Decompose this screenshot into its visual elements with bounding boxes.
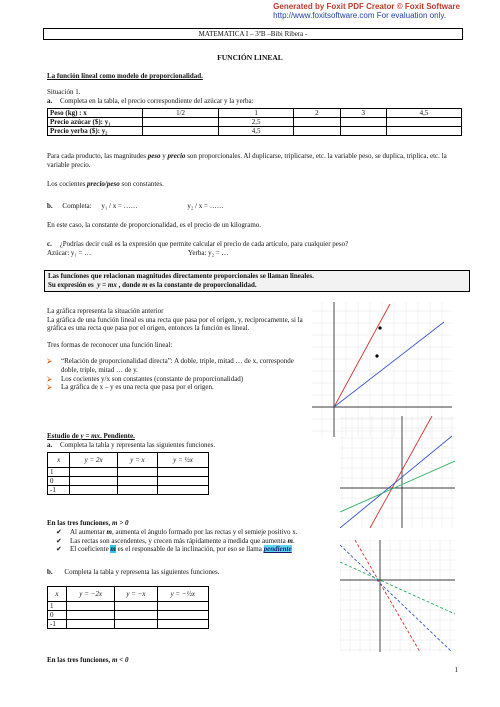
table-cell: 2 <box>294 109 340 118</box>
item-a-text: Completa en la tabla, el precio correspondiente del azúcar y la yerba: <box>60 97 254 105</box>
table-cell: 1 <box>48 602 67 611</box>
table-cell <box>157 620 208 629</box>
item-b-line <box>47 202 224 211</box>
table-row <box>48 127 462 136</box>
point <box>375 354 378 357</box>
table-cell: 4,5 <box>219 127 294 136</box>
table-cell <box>117 477 157 486</box>
table-row <box>48 620 209 629</box>
table-header-cell: y = ½x <box>157 453 208 468</box>
positive-slope-table <box>47 452 209 495</box>
table-cell <box>115 611 157 620</box>
point <box>378 326 381 329</box>
table-row <box>48 118 462 127</box>
table-cell <box>340 127 386 136</box>
table-cell <box>143 118 219 127</box>
table-row <box>48 486 209 495</box>
check-item: ✔ El coeficiente m es el responsable de la inclinación, por eso se llama pendiente <box>56 545 292 554</box>
table-cell: -1 <box>48 620 67 629</box>
line-half-x <box>340 461 455 512</box>
table-row <box>48 602 209 611</box>
table-row <box>48 468 209 477</box>
table-cell <box>117 468 157 477</box>
negative-slope-table <box>47 586 209 629</box>
paragraph-quotient: Los cocientes precio/peso son constantes. <box>47 180 164 188</box>
item-c-text: ¿Podrías decir cuál es la expresión que permite calcular el precio de cada artículo, para cualquier peso? <box>59 240 349 248</box>
item-c-label: c. <box>47 240 52 248</box>
item-b-label: b. <box>47 202 53 210</box>
table-cell <box>294 127 340 136</box>
table-cell <box>386 127 461 136</box>
three-ways-intro: Tres formas de reconocer una función lineal: <box>47 340 173 349</box>
positive-slope-checks <box>56 528 356 554</box>
table-row <box>48 611 209 620</box>
page-number: 1 <box>454 666 458 674</box>
section3-item-b-label: b. <box>47 568 53 576</box>
table-cell <box>157 602 208 611</box>
table-cell <box>157 611 208 620</box>
fraction-y1: y₁ / x = …… <box>101 202 138 210</box>
paragraph-constant: En este caso, la constante de proporcionalidad, es el precio de un kilogramo. <box>47 221 262 229</box>
azucar-expression: Azúcar: y₁ = … <box>47 249 92 257</box>
check-item: ✔ Al aumentar m, aumenta el ángulo formado por las rectas y el semieje positivo x. <box>56 528 298 536</box>
table-cell: 4,5 <box>386 109 461 118</box>
section2-text <box>47 307 309 392</box>
negative-slope-subhead: En las tres funciones, m < 0 <box>47 656 129 664</box>
table-cell <box>66 611 114 620</box>
table-cell <box>66 620 114 629</box>
table-cell <box>143 127 219 136</box>
positive-slope-subhead: En las tres funciones, m > 0 <box>47 519 129 527</box>
item-a-line <box>47 97 254 106</box>
table-header-cell: x <box>48 453 70 468</box>
paragraph-proportional: Para cada producto, las magnitudes peso y precio son proporcionales. Al duplicarse, triplicarse, etc. la variable peso, se duplica, triplica, etc. la variable precio. <box>47 152 447 169</box>
item-a-label: a. <box>47 97 53 105</box>
expressions-line <box>47 249 229 258</box>
table-cell: 0 <box>48 477 70 486</box>
fraction-y2: y₂ / x = …… <box>187 202 224 210</box>
page-title: FUNCIÓN LINEAL <box>217 53 283 62</box>
table-header-cell: y = −2x <box>66 587 114 602</box>
line-2x <box>370 416 432 528</box>
list-item: ⮚ Los cocientes y/x son constantes (constante de proporcionalidad) <box>47 374 244 383</box>
table-cell <box>340 118 386 127</box>
section3-item-b-line <box>47 568 220 577</box>
watermark-line2: http://www.foxitsoftware.com For evaluation only. <box>273 11 446 20</box>
positive-slopes-graph <box>340 416 455 528</box>
item-b-text: Completa: <box>62 202 92 210</box>
list-item: ⮚ La gráfica de x – y es una recta que pasa por el origen. <box>47 383 214 392</box>
check-item: ✔ Las rectas son ascendentes, y crecen más rápidamente a medida que aumenta m. <box>56 536 295 545</box>
table-cell: 1/2 <box>143 109 219 118</box>
table-header-cell: x <box>48 587 67 602</box>
table-header-cell: y = x <box>117 453 157 468</box>
arrow-bullet-icon: ⮚ <box>47 357 52 366</box>
item-c-line <box>47 240 348 249</box>
yerba-expression: Yerba: y₂ = … <box>188 249 229 257</box>
graph-explanation: La gráfica de una función lineal es una recta que pasa por el origen, y, recíprocamente, si la gráfica es una recta que pasa por el origen, entonces la función es lineal. <box>47 315 303 333</box>
line-yerba <box>334 304 390 407</box>
section3-item-b-text: Completa la tabla y representa las siguientes funciones. <box>64 568 220 576</box>
definition-line2: Su expresión es y = mx , donde m es la constante de proporcionalidad. <box>48 281 257 289</box>
section3-item-a-line <box>47 441 215 450</box>
table-cell <box>157 468 208 477</box>
list-item: ⮚ “Relación de proporcionalidad directa”: A doble, triple, mitad … de x, corresponde doble, triple, mitad … de y. <box>47 357 294 374</box>
table-cell <box>157 486 208 495</box>
situation-label: Situación 1. <box>47 88 81 96</box>
table-cell <box>117 486 157 495</box>
table-cell: Peso (kg) : x <box>48 109 143 118</box>
three-ways-list <box>47 357 309 391</box>
watermark <box>273 2 460 20</box>
table-cell: 1 <box>219 109 294 118</box>
table-cell: 1 <box>48 468 70 477</box>
table-header-cell: y = −x <box>115 587 157 602</box>
table-cell <box>115 602 157 611</box>
table-cell: -1 <box>48 486 70 495</box>
arrow-bullet-icon: ⮚ <box>47 383 52 392</box>
table-cell: Precio yerba ($): y₂ <box>48 127 143 136</box>
section3-item-a-text: Completa la tabla y representa las siguientes funciones. <box>60 441 216 449</box>
table-cell <box>70 468 117 477</box>
table-row <box>48 477 209 486</box>
section3-heading: Estudio de y = mx. Pendiente. <box>47 432 135 440</box>
section1-heading: La función lineal como modelo de proporcionalidad. <box>47 72 203 80</box>
table-cell: Precio azúcar ($): y₁ <box>48 118 143 127</box>
graph-caption: La gráfica representa la situación anterior <box>47 307 164 315</box>
page-header: MATEMATICA I – 3ºB –Bibi Ribera - <box>43 28 463 40</box>
section3-item-a-label: a. <box>47 441 53 449</box>
negative-slopes-graph <box>340 540 455 652</box>
table-cell: 0 <box>48 611 67 620</box>
table-cell <box>294 118 340 127</box>
line-neg-x <box>340 545 452 652</box>
table-header-cell: y = 2x <box>70 453 117 468</box>
arrow-bullet-icon: ⮚ <box>47 374 52 383</box>
definition-line1: Las funciones que relacionan magnitudes directamente proporcionales se llaman lineales. <box>48 272 314 280</box>
table-cell <box>70 477 117 486</box>
table-cell <box>386 118 461 127</box>
table-header-row <box>48 453 209 468</box>
watermark-line1: Generated by Foxit PDF Creator © Foxit Software <box>273 2 460 11</box>
table-cell <box>66 602 114 611</box>
line-x <box>340 436 452 528</box>
table-row <box>48 109 462 118</box>
table-header-row <box>48 587 209 602</box>
table-cell <box>70 486 117 495</box>
table-cell: 2,5 <box>219 118 294 127</box>
table-cell <box>115 620 157 629</box>
table-header-cell: y = −½x <box>157 587 208 602</box>
table-cell: 3 <box>340 109 386 118</box>
table-cell <box>157 477 208 486</box>
price-table <box>47 108 462 136</box>
definition-box <box>44 270 470 292</box>
